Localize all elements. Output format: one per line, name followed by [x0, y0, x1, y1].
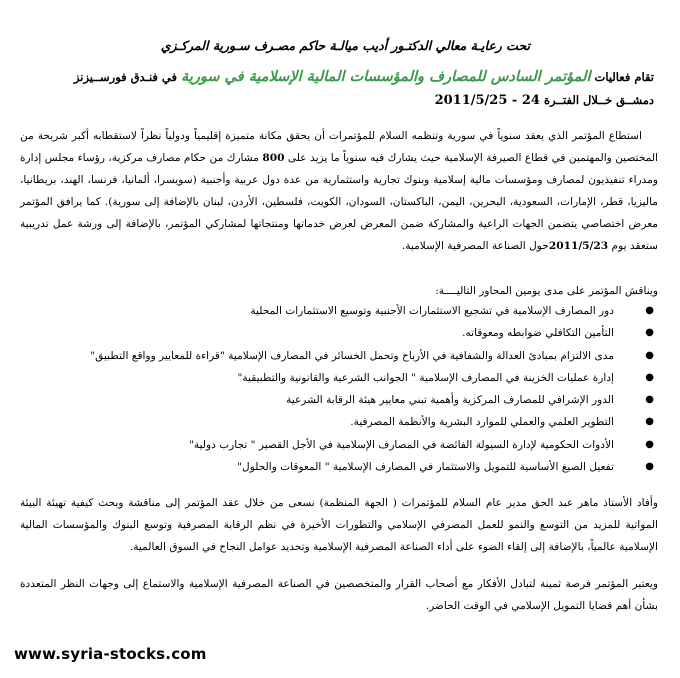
- topic-item: ● الدور الإشرافي للمصارف المركزية وأهمية تبني معايير هيئة الرقابة الشرعية: [22, 389, 642, 411]
- paragraph-opportunity: ويعتبر المؤتمر فرصة ثمينة لتبادل الأفكار مع أصحاب القرار والمتخصصين في الصناعة المصرفية الإسلامية والاستماع إلى وجهات النظر المتعددة بشأن أهم قضايا التمويل الإسلامي في الوقت الحاضر.: [20, 578, 658, 612]
- bullet-icon: ●: [645, 349, 654, 361]
- website-url: www.syria-stocks.com: [14, 645, 207, 663]
- overview-text-a: استطاع المؤتمر الذي يعقد سنوياً في سورية وتنظمه السلام للمؤتمرات أن يحقق مكانة متميزة إقليمياً ودولياً نظراً لاستقطابه أكبر شريحة من المختصين والمهتمين في قطاع الصيرفة الإسلامية حيث يشارك فيه سنوياً ما يزيد على: [20, 130, 658, 164]
- conference-prefix: تقام فعاليات: [594, 70, 654, 84]
- workshop-date: 2011/5/23: [548, 240, 609, 252]
- conference-name: المؤتمر السادس للمصارف والمؤسسات المالية الإسلامية في سورية: [181, 68, 591, 85]
- bullet-icon: ●: [645, 327, 654, 339]
- topics-list: [22, 300, 658, 478]
- paragraph-organizer-statement: وأفاد الأستاذ ماهر عبد الحق مدير عام السلام للمؤتمرات ( الجهة المنظمة) نسعى من خلال عقد المؤتمر إلى مناقشة وبحث كيفية تهيئة البيئة المواتية للمزيد من التوسع والنمو للعمل المصرفي الإسلامي والتطورات الأخيرة في نظم الرقابة المصرفية وتوسع البنوك والمؤسسات المالية الإسلامية عالمياً، بالإضافة إلى إلقاء الضوء على أداء الصناعة المصرفية الإسلامية وتحديد عوامل النجاح في السوق العالمية.: [20, 497, 658, 553]
- bullet-icon: ●: [645, 371, 654, 383]
- topic-item: ● الأدوات الحكومية لإدارة السيولة الفائضة في المصارف الإسلامية في الأجل القصير " تجارب دولية": [22, 434, 642, 456]
- bullet-icon: ●: [645, 416, 654, 428]
- period-prefix: دمشــق خــلال الفتــرة: [543, 93, 654, 107]
- overview-text-b: مشارك من حكام مصارف مركزية، رؤساء مجلس إدارة ومدراء تنفيذيون لمصارف ومؤسسات مالية إسلامية وبنوك تجارية واستثمارية من عدة دول عربية وأجنبية (سويسرا، ألمانيا، فرنسا، الهند، بريطانيا، ماليزيا، قطر، الإمارات، السعودية، البحرين، اليمن، الباكستان، السودان، الكويت، فلسطين، الأردن، لبنان بالإضافة إلى سورية). كما يرافق المؤتمر معرض اختصاصي يتضمن الجهات الراعية والمشاركة ضمن المعرض لعرض خدماتها ومنتجاتها لمشاركي المؤتمر، بالإضافة إلى ورشة عمل تدريبية ستعقد يوم: [20, 152, 658, 252]
- topic-item: ● التأمين التكافلي ضوابطه ومعوقاته.: [22, 322, 642, 344]
- topic-item: ● التطوير العلمي والعملي للموارد البشرية والأنظمة المصرفية.: [22, 411, 642, 433]
- topic-item: ● دور المصارف الإسلامية في تشجيع الاستثمارات الأجنبية وتوسيع الاستثمارات المحلية: [22, 300, 642, 322]
- topic-item: ● إدارة عمليات الخزينة في المصارف الإسلامية " الجوانب الشرعية والقانونية والتطبيقية": [22, 367, 642, 389]
- topics-intro: ويناقش المؤتمر على مدى يومين المحاور التاليــــة:: [435, 285, 658, 297]
- conference-venue: في فنـدق فورســيزنز: [73, 70, 178, 84]
- patronage-line: تحت رعايـة معالي الدكتـور أديب ميالـة حاكم مصـرف سـورية المركـزي: [160, 38, 530, 53]
- bullet-icon: ●: [645, 461, 654, 473]
- topic-item: ● تفعيل الصيغ الأساسية للتمويل والاستثمار في المصارف الإسلامية " المعوقات والحلول": [22, 456, 642, 478]
- bullet-icon: ●: [645, 305, 654, 316]
- participant-count: 800: [262, 152, 285, 164]
- conference-title-line: [74, 68, 654, 85]
- overview-text-c: حول الصناعة المصرفية الإسلامية.: [401, 240, 549, 252]
- bullet-icon: ●: [645, 394, 654, 406]
- paragraph-overview: [20, 125, 658, 257]
- conference-period-line: [435, 93, 654, 108]
- topic-item: ● مدى الالتزام بمبادئ العدالة والشفافية في الأرباح وتحمل الخسائر في المصارف الإسلامية "قراءة للمعايير وواقع التطبيق": [22, 345, 642, 367]
- bullet-icon: ●: [645, 438, 654, 450]
- period-dates: 24 - 2011/5/25: [434, 93, 540, 108]
